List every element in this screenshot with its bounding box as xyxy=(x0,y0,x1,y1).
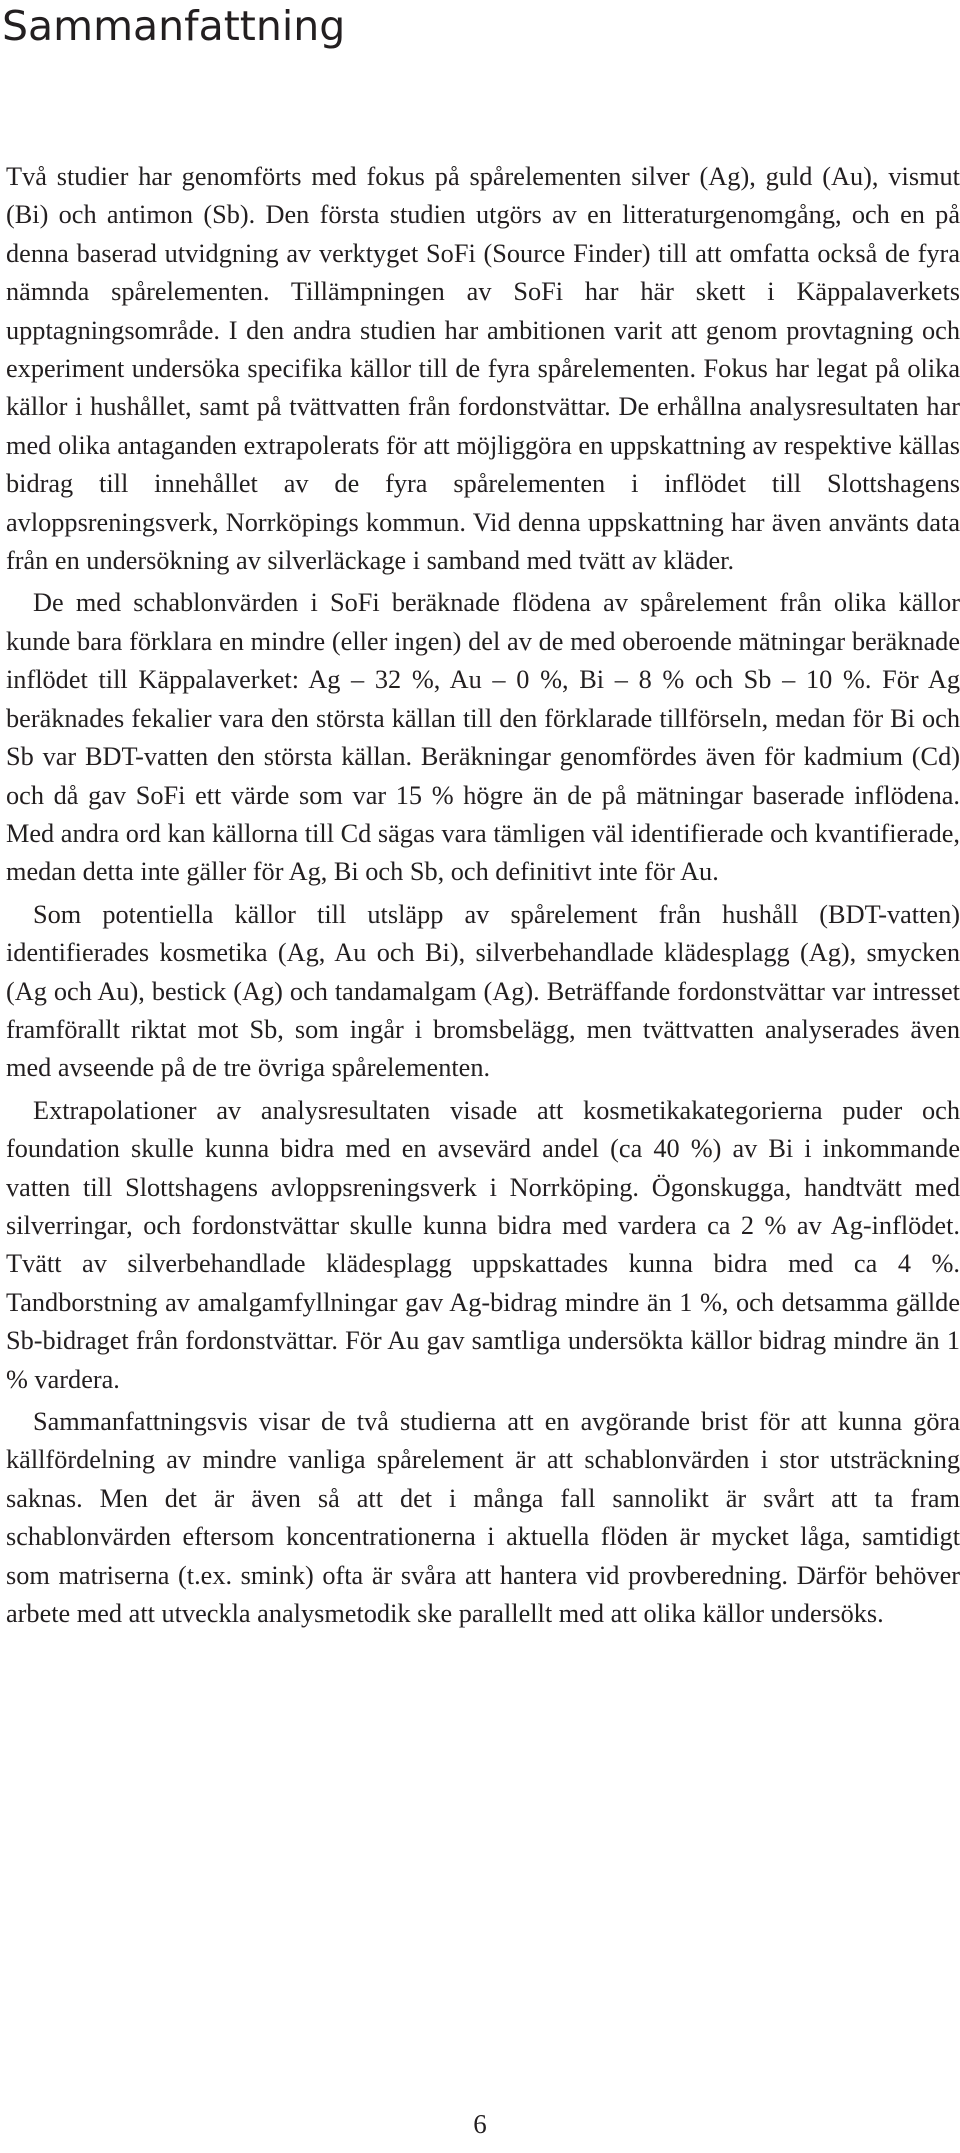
paragraph-3: Som potentiella källor till utsläpp av spårelement från hushåll (BDT-vatten) identifierades kosmetika (Ag, Au och Bi), silverbehandlade klädesplagg (Ag), smycken (Ag och Au), bestick (Ag) och tandamalgam (Ag). Beträffande fordonstvättar var intresset framförallt riktat mot Sb, som ingår i bromsbelägg, men tvättvatten analyserades även med avseende på de tre övriga spårelementen. xyxy=(6,899,960,1083)
paragraph-4: Extrapolationer av analysresultaten visade att kosmetikakategorierna puder och foundation skulle kunna bidra med en avsevärd andel (ca 40 %) av Bi i inkommande vatten till Slottshagens avloppsreningsverk i Norrköping. Ögonskugga, handtvätt med silverringar, och fordonstvättar skulle kunna bidra med vardera ca 2 % av Ag-inflödet. Tvätt av silverbehandlade klädesplagg uppskattades kunna bidra med ca 4 %. Tandborstning av amalgamfyllningar gav Ag-bidrag mindre än 1 %, och detsamma gällde Sb-bidraget från fordonstvättar. För Au gav samtliga undersökta källor bidrag mindre än 1 % vardera. xyxy=(6,1095,960,1394)
paragraph-1: Två studier har genomförts med fokus på spårelementen silver (Ag), guld (Au), vismut (Bi) och antimon (Sb). Den första studien utgörs av en litteraturgenomgång, och en på denna baserad utvidgning av verktyget SoFi (Source Finder) till att omfatta också de fyra nämnda spårelementen. Tillämpningen av SoFi har här skett i Käppalaverkets upptagningsområde. I den andra studien har ambitionen varit att genom provtagning och experiment undersöka specifika källor till de fyra spårelementen. Fokus har legat på olika källor i hushållet, samt på tvättvatten från fordonstvättar. De erhållna analysresultaten har med olika antaganden extrapolerats för att möjliggöra en uppskattning av respektive källas bidrag till innehållet av de fyra spårelementen i inflödet till Slottshagens avloppsreningsverk, Norrköpings kommun. Vid denna uppskattning har även använts data från en undersökning av silverläckage i samband med tvätt av kläder. xyxy=(6,162,960,576)
summary-body xyxy=(6,158,960,1637)
paragraph-2: De med schablonvärden i SoFi beräknade flödena av spårelement från olika källor kunde bara förklara en mindre (eller ingen) del av de med oberoende mätningar beräknade inflödet till Käppalaverket: Ag – 32 %, Au – 0 %, Bi – 8 % och Sb – 10 %. För Ag beräknades fekalier vara den största källan till den förklarade tillförseln, medan för Bi och Sb var BDT-vatten den största källan. Beräkningar genomfördes även för kadmium (Cd) och då gav SoFi ett värde som var 15 % högre än de på mätningar baserade inflödena. Med andra ord kan källorna till Cd sägas vara tämligen väl identifierade och kvantifierade, medan detta inte gäller för Ag, Bi och Sb, och definitivt inte för Au. xyxy=(6,588,960,887)
page-number: 6 xyxy=(473,2109,487,2139)
page-title: Sammanfattning xyxy=(2,2,346,50)
paragraph-5: Sammanfattningsvis visar de två studierna att en avgörande brist för att kunna göra källfördelning av mindre vanliga spårelement är att schablonvärden i stor utsträckning saknas. Men det är även så att det i många fall sannolikt är svårt att ta fram schablonvärden eftersom koncentrationerna i aktuella flöden är mycket låga, samtidigt som matriserna (t.ex. smink) ofta är svåra att hantera vid provberedning. Därför behöver arbete med att utveckla analysmetodik ske parallellt med att olika källor undersöks. xyxy=(6,1407,960,1629)
